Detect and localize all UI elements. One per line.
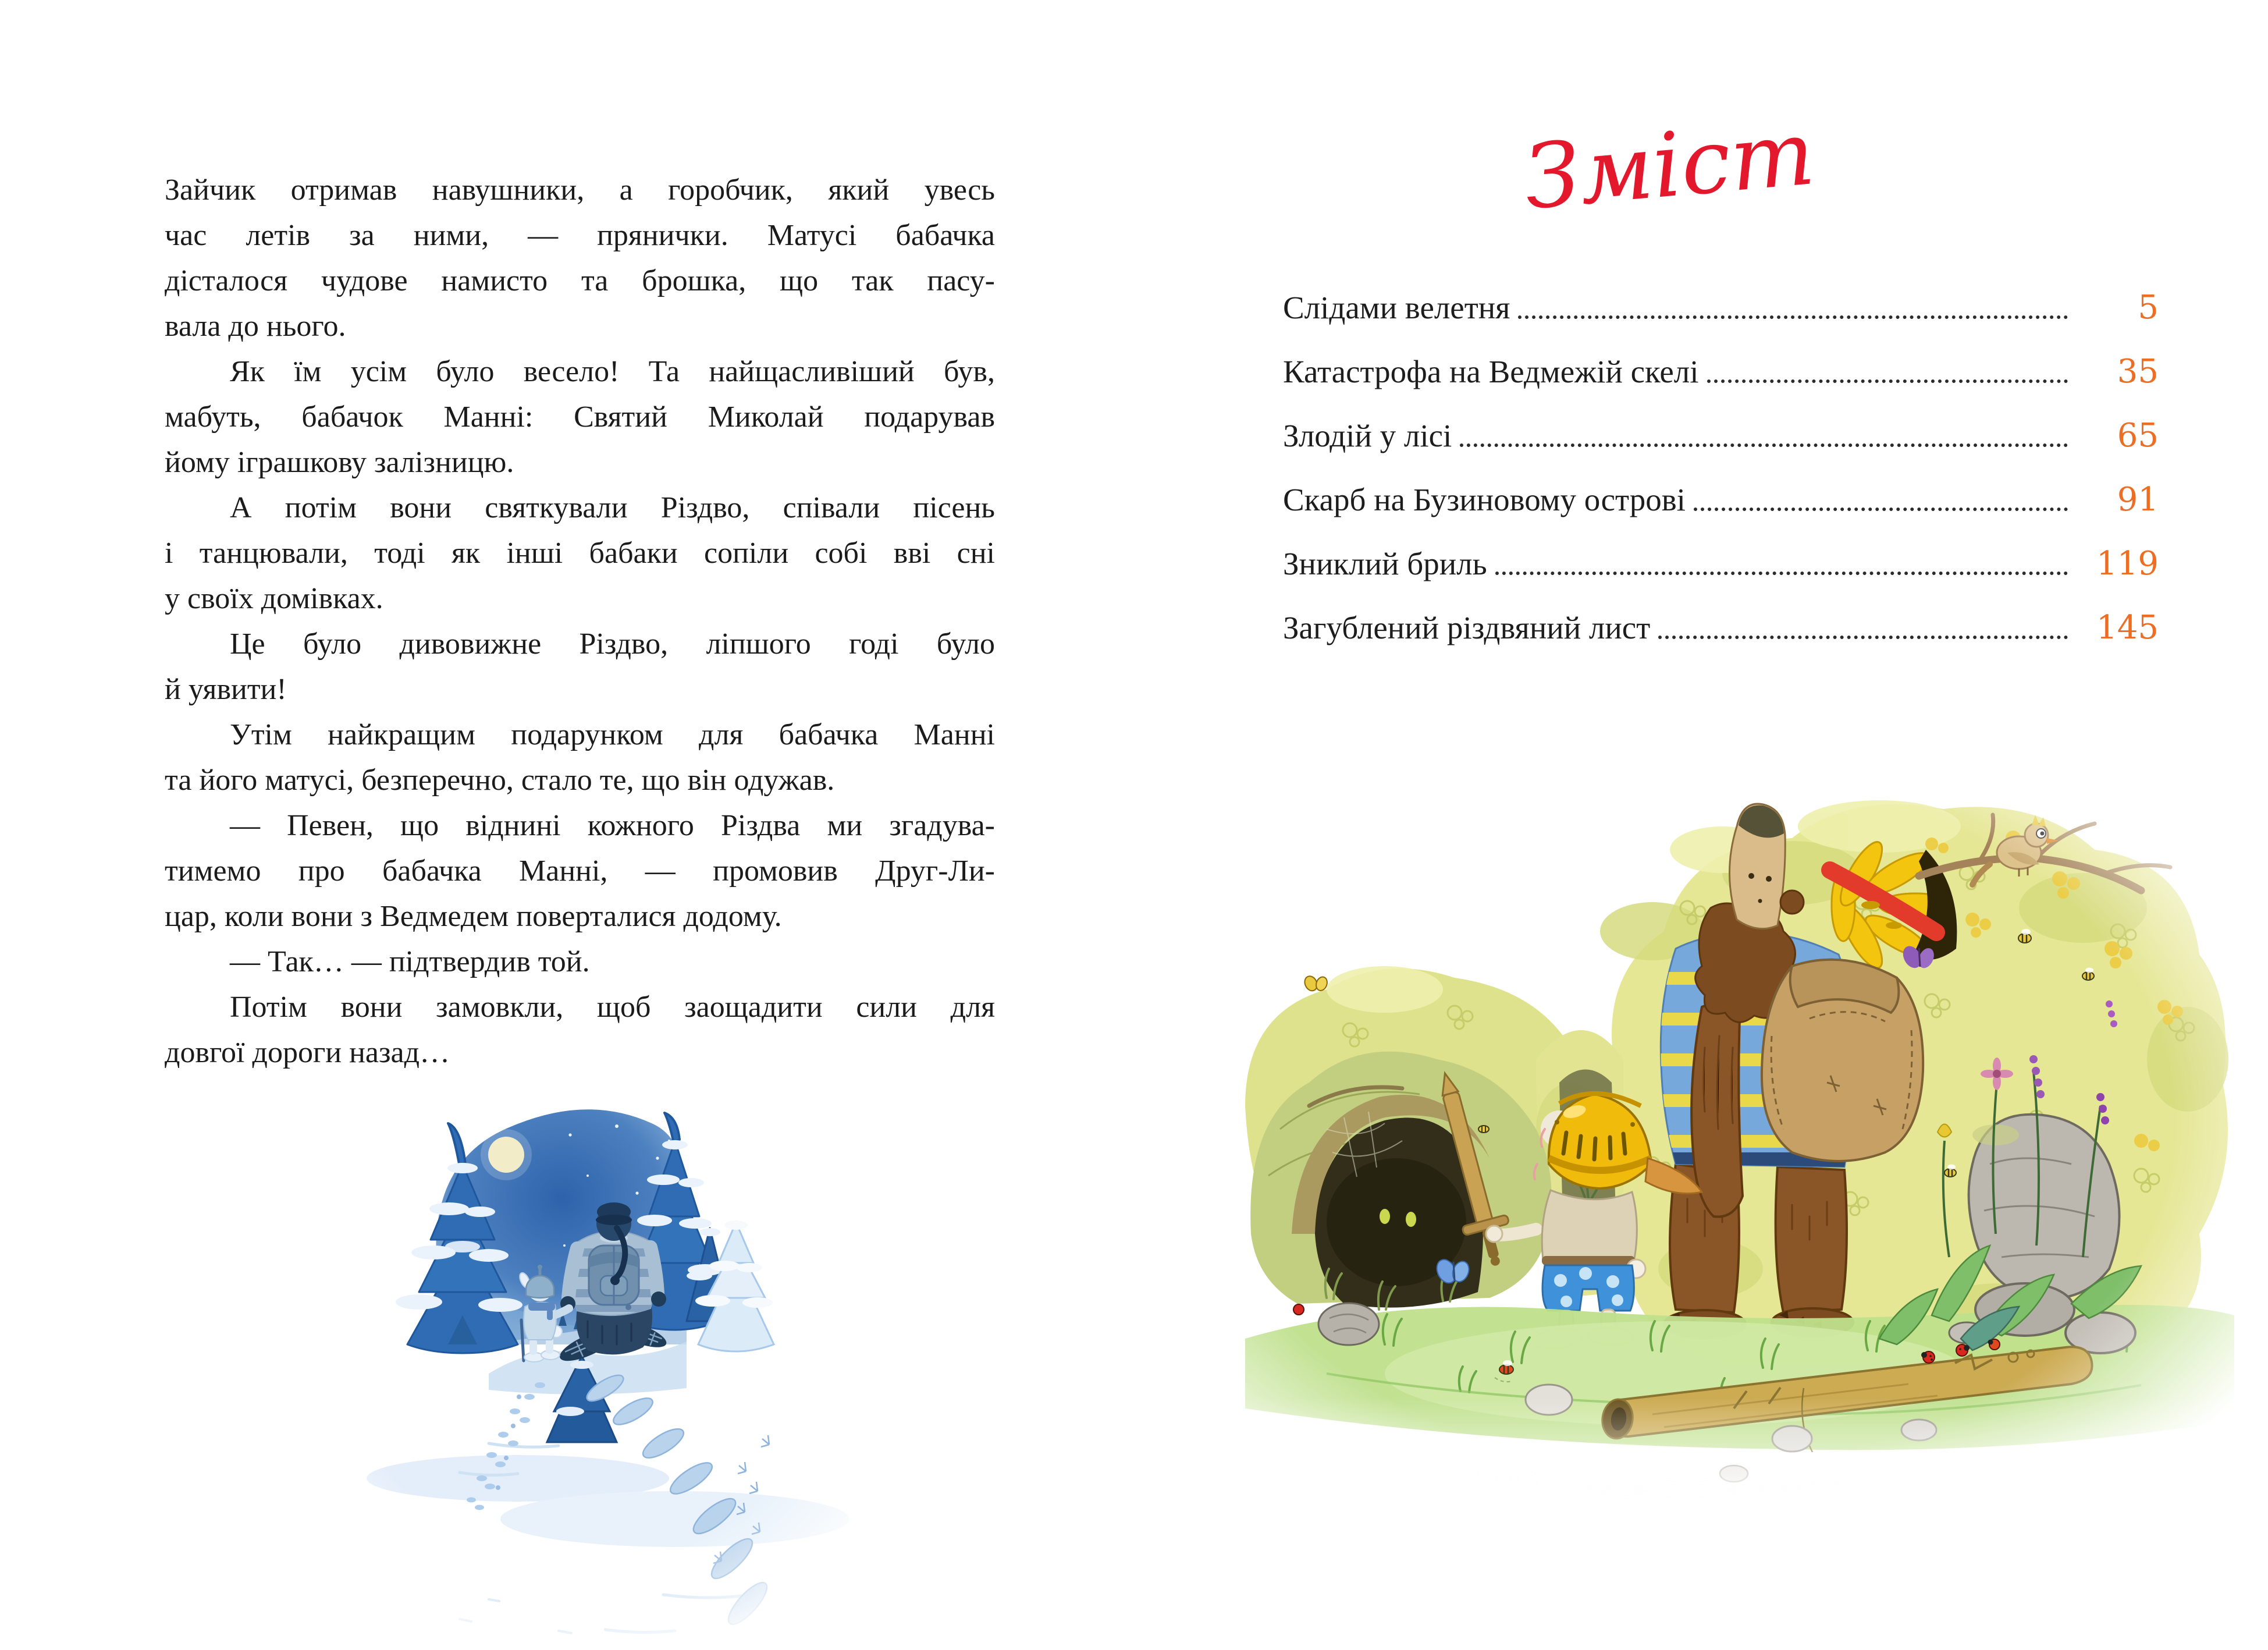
- toc-title: Зміст: [1520, 101, 1819, 229]
- story-line: та його матусі, безперечно, стало те, що він одужав.: [165, 764, 835, 797]
- toc-page-number: 119: [2096, 545, 2159, 583]
- right-illustration-summer-meadow-scene: [1210, 757, 2268, 1513]
- story-line: Утім найкращим подарунком для бабачка Манні: [230, 718, 995, 751]
- toc-entry-title: Катастрофа на Ведмежій скелі: [1283, 353, 1699, 389]
- toc-entry: [1283, 390, 2159, 454]
- toc-page-number: 65: [2117, 417, 2159, 455]
- toc-entry: [1283, 454, 2159, 518]
- toc-page-number: 35: [2117, 353, 2159, 391]
- toc-dot-leader: [1518, 315, 2068, 319]
- toc-dot-leader: [1658, 636, 2068, 639]
- story-line: час летів за ними, — прянички. Матусі бабачка: [165, 219, 995, 252]
- story-line: і танцювали, тоді як інші бабаки сопіли собі вві сні: [165, 537, 995, 570]
- toc-entry-title: Загублений різдвяний лист: [1283, 609, 1651, 645]
- story-line: — Так… — підтвердив той.: [230, 945, 590, 978]
- story-line: — Певен, що віднині кожного Різдва ми згадува-: [230, 809, 995, 842]
- toc-dot-leader: [1495, 572, 2068, 575]
- story-line: Потім вони замовкли, щоб заощадити сили для: [230, 991, 995, 1024]
- story-line: Зайчик отримав навушники, а горобчик, який увесь: [165, 173, 995, 207]
- toc-entry-title: Зниклий бриль: [1283, 545, 1487, 581]
- toc-entry: [1283, 262, 2159, 326]
- story-line: тимемо про бабачка Манні, — промовив Друг-Ли-: [165, 854, 995, 888]
- toc-dot-leader: [1460, 443, 2068, 447]
- story-line: вала до нього.: [165, 310, 346, 343]
- story-line: Це було дивовижне Різдво, ліпшого годі було: [230, 627, 995, 661]
- story-line: А потім вони святкували Різдво, співали пісень: [230, 491, 995, 524]
- story-line: Як їм усім було весело! Та найщасливіший був,: [230, 355, 995, 388]
- toc-page-number: 5: [2138, 289, 2159, 327]
- toc-entry-title: Слідами велетня: [1283, 289, 1510, 325]
- story-line: дісталося чудове намисто та брошка, що так пасу-: [165, 264, 995, 297]
- toc-dot-leader: [1707, 379, 2068, 383]
- story-line: мабуть, бабачок Манні: Святий Миколай подарував: [165, 400, 995, 434]
- toc-entry: [1283, 582, 2159, 646]
- toc-page-number: 91: [2117, 481, 2159, 519]
- toc-entry-title: Скарб на Бузиновому острові: [1283, 481, 1686, 517]
- story-line: у своїх домівках.: [165, 582, 383, 615]
- toc-entry: [1283, 518, 2159, 582]
- toc-page-number: 145: [2096, 609, 2159, 647]
- story-line: довгої дороги назад…: [165, 1036, 450, 1069]
- story-line: йому іграшкову залізницю.: [165, 446, 514, 479]
- left-illustration-night-snow-scene: [314, 1071, 896, 1650]
- toc-dot-leader: [1694, 508, 2068, 511]
- story-line: й уявити!: [165, 673, 287, 706]
- toc-list: [1283, 262, 2159, 646]
- toc-entry-title: Злодій у лісі: [1283, 417, 1452, 453]
- toc-entry: [1283, 326, 2159, 390]
- story-text-block: [165, 168, 995, 1076]
- story-line: цар, коли вони з Ведмедем поверталися додому.: [165, 900, 782, 933]
